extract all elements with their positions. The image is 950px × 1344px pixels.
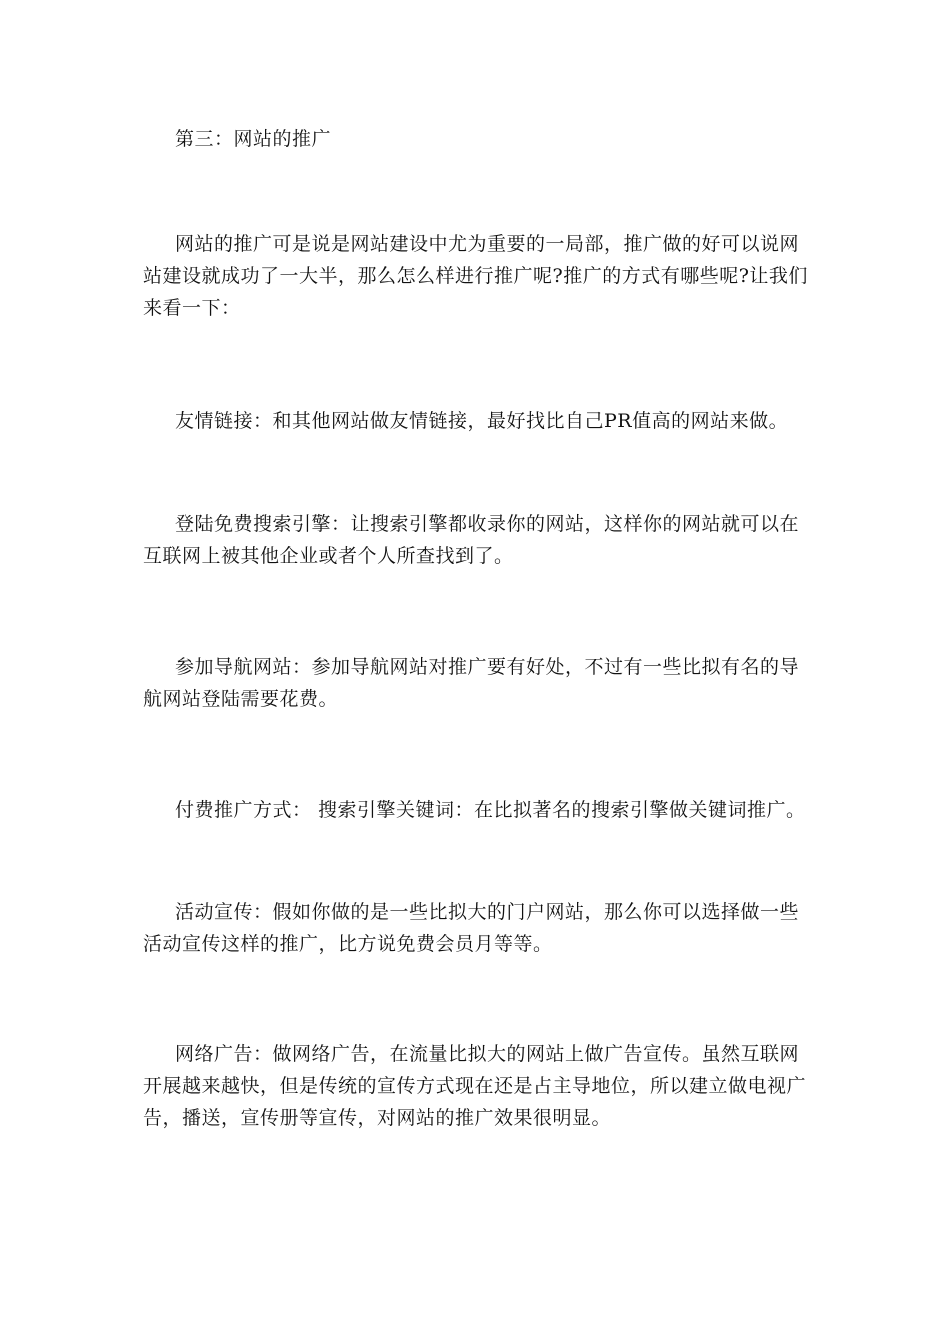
section-heading: 第三：网站的推广 (175, 128, 332, 150)
paragraph-paid-promotion: 付费推广方式： 搜索引擎关键词：在比拟著名的搜索引擎做关键词推广。 (175, 799, 806, 821)
paragraph-navigation-sites: 参加导航网站：参加导航网站对推广要有好处，不过有一些比拟有名的导航网站登陆需要花费。 (143, 656, 800, 710)
paragraph-online-ads: 网络广告：做网络广告，在流量比拟大的网站上做广告宣传。虽然互联网开展越来越快，但是传统的宣传方式现在还是占主导地位，所以建立做电视广告，播送，宣传册等宣传，对网站的推广效果很明显。 (143, 1043, 807, 1129)
paragraph-friend-links: 友情链接：和其他网站做友情链接，最好找比自己PR值高的网站来做。 (175, 410, 789, 432)
paragraph-activity-promotion: 活动宣传：假如你做的是一些比拟大的门户网站，那么你可以选择做一些活动宣传这样的推广，比方说免费会员月等等。 (143, 901, 800, 955)
paragraph-search-engine: 登陆免费搜索引擎：让搜索引擎都收录你的网站，这样你的网站就可以在互联网上被其他企业或者个人所查找到了。 (143, 513, 800, 567)
paragraph-intro: 网站的推广可是说是网站建设中尤为重要的一局部，推广做的好可以说网站建设就成功了一大半，那么怎么样进行推广呢?推广的方式有哪些呢?让我们来看一下： (143, 233, 808, 319)
